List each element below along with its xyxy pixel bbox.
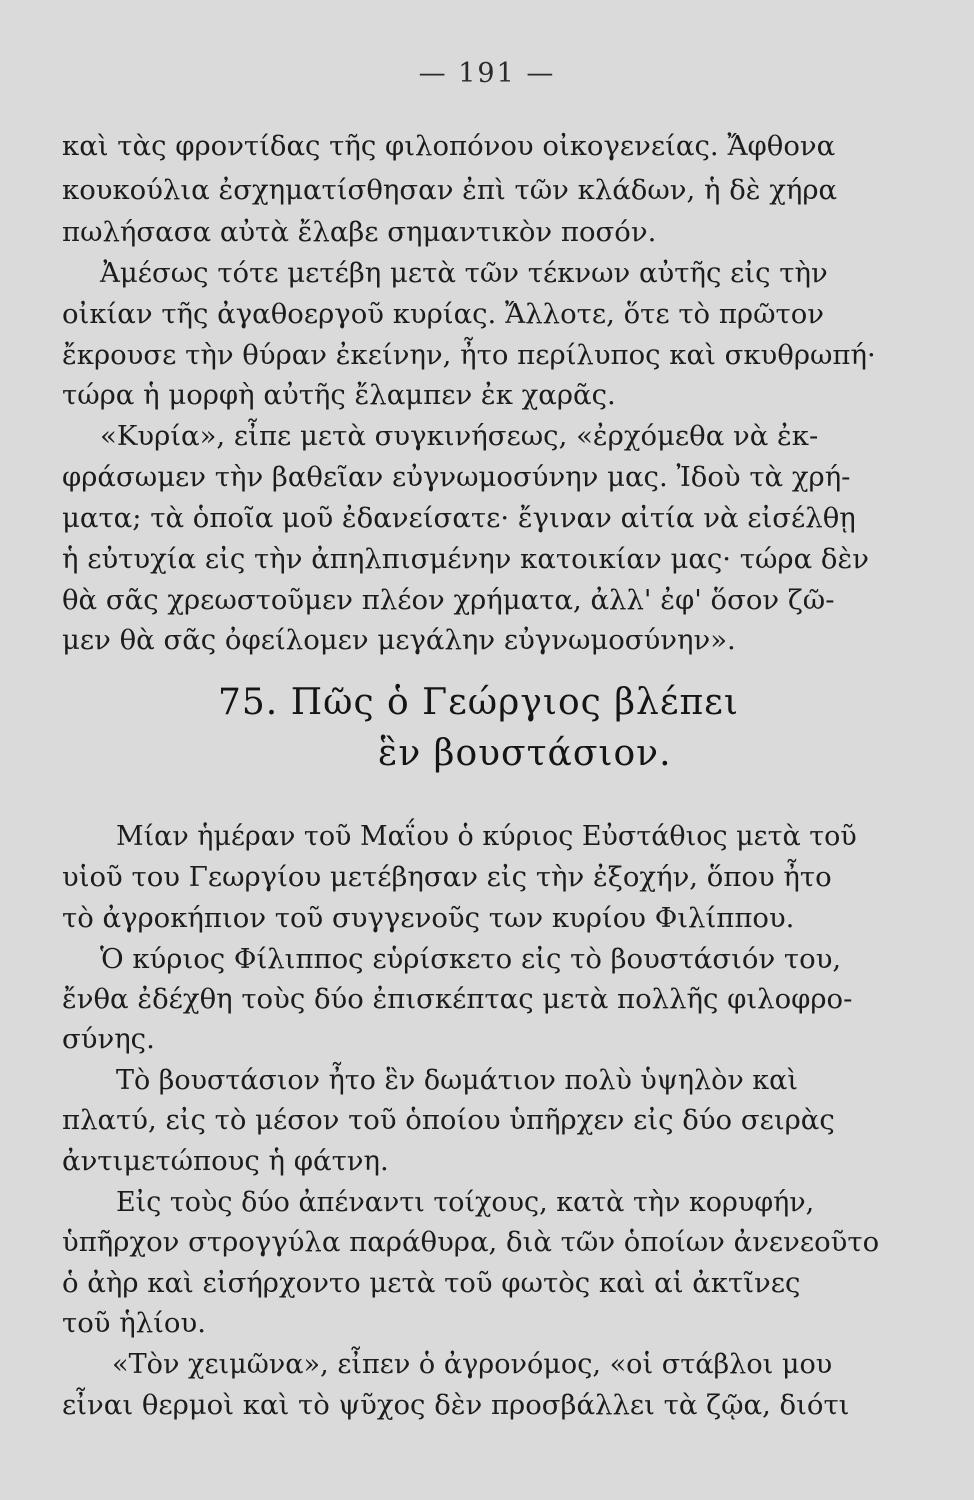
text-line: πλατύ, εἰς τὸ μέσον τοῦ ὁποίου ὑπῆρχεν εἰς δύο σειρὰς: [62, 1104, 835, 1136]
text-line: Ὁ κύριος Φίλιππος εὑρίσκετο εἰς τὸ βουστάσιόν του,: [100, 943, 842, 975]
text-line: ἔκρουσε τὴν θύραν ἐκείνην, ἦτο περίλυπος καὶ σκυθρωπή·: [62, 339, 876, 371]
page-number-header: — 191 —: [418, 58, 556, 89]
text-line: Τὸ βουστάσιον ἦτο ἓν δωμάτιον πολὺ ὑψηλὸν καὶ: [116, 1064, 798, 1096]
section-heading-line2: ἓν βουστάσιον.: [378, 733, 672, 774]
text-line: σύνης.: [62, 1023, 155, 1055]
text-line: ματα; τὰ ὁποῖα μοῦ ἐδανείσατε· ἔγιναν αἰτία νὰ εἰσέλθῃ: [62, 502, 856, 534]
section-heading-line1: 75. Πῶς ὁ Γεώργιος βλέπει: [218, 682, 739, 723]
text-line: μεν θὰ σᾶς ὀφείλομεν μεγάλην εὐγνωμοσύνην».: [62, 624, 736, 656]
text-line: εἶναι θερμοὶ καὶ τὸ ψῦχος δὲν προσβάλλει τὰ ζῷα, διότι: [62, 1389, 850, 1421]
text-line: ἡ εὐτυχία εἰς τὴν ἀπηλπισμένην κατοικίαν μας· τώρα δὲν: [62, 543, 869, 575]
text-line: Εἰς τοὺς δύο ἀπέναντι τοίχους, κατὰ τὴν κορυφήν,: [116, 1186, 815, 1218]
text-line: θὰ σᾶς χρεωστοῦμεν πλέον χρήματα, ἀλλ' ἐφ' ὅσον ζῶ-: [62, 584, 835, 616]
text-line: οἰκίαν τῆς ἀγαθοεργοῦ κυρίας. Ἄλλοτε, ὅτε τὸ πρῶτον: [62, 298, 824, 330]
text-line: «Τὸν χειμῶνα», εἶπεν ὁ ἀγρονόμος, «οἱ στάβλοι μου: [112, 1348, 833, 1380]
text-line: καὶ τὰς φροντίδας τῆς φιλοπόνου οἰκογενείας. Ἄφθονα: [62, 130, 836, 162]
text-line: ὁ ἀὴρ καὶ εἰσήρχοντο μετὰ τοῦ φωτὸς καὶ αἱ ἀκτῖνες: [62, 1267, 801, 1299]
text-line: Μίαν ἡμέραν τοῦ Μαΐου ὁ κύριος Εὐστάθιος μετὰ τοῦ: [116, 820, 857, 852]
text-line: ἔνθα ἐδέχθη τοὺς δύο ἐπισκέπτας μετὰ πολλῆς φιλοφρο-: [62, 983, 853, 1015]
text-line: ὑπῆρχον στρογγύλα παράθυρα, διὰ τῶν ὁποίων ἀνενεοῦτο: [62, 1226, 880, 1258]
text-line: τὸ ἀγροκήπιον τοῦ συγγενοῦς των κυρίου Φιλίππου.: [62, 902, 795, 934]
text-line: υἱοῦ του Γεωργίου μετέβησαν εἰς τὴν ἐξοχήν, ὅπου ἦτο: [62, 861, 832, 893]
text-line: «Κυρία», εἶπε μετὰ συγκινήσεως, «ἐρχόμεθα νὰ ἐκ-: [100, 420, 819, 452]
text-line: πωλήσασα αὐτὰ ἔλαβε σημαντικὸν ποσόν.: [62, 216, 657, 248]
text-line: φράσωμεν τὴν βαθεῖαν εὐγνωμοσύνην μας. Ἰδοὺ τὰ χρή-: [62, 461, 851, 493]
text-line: τοῦ ἡλίου.: [62, 1307, 206, 1339]
text-line: τώρα ἡ μορφὴ αὐτῆς ἔλαμπεν ἐκ χαρᾶς.: [62, 379, 616, 411]
text-line: ἀντιμετώπους ἡ φάτνη.: [62, 1145, 389, 1177]
text-line: Ἀμέσως τότε μετέβη μετὰ τῶν τέκνων αὐτῆς εἰς τὴν: [100, 257, 828, 289]
text-line: κουκούλια ἐσχηματίσθησαν ἐπὶ τῶν κλάδων, ἡ δὲ χήρα: [62, 174, 838, 206]
